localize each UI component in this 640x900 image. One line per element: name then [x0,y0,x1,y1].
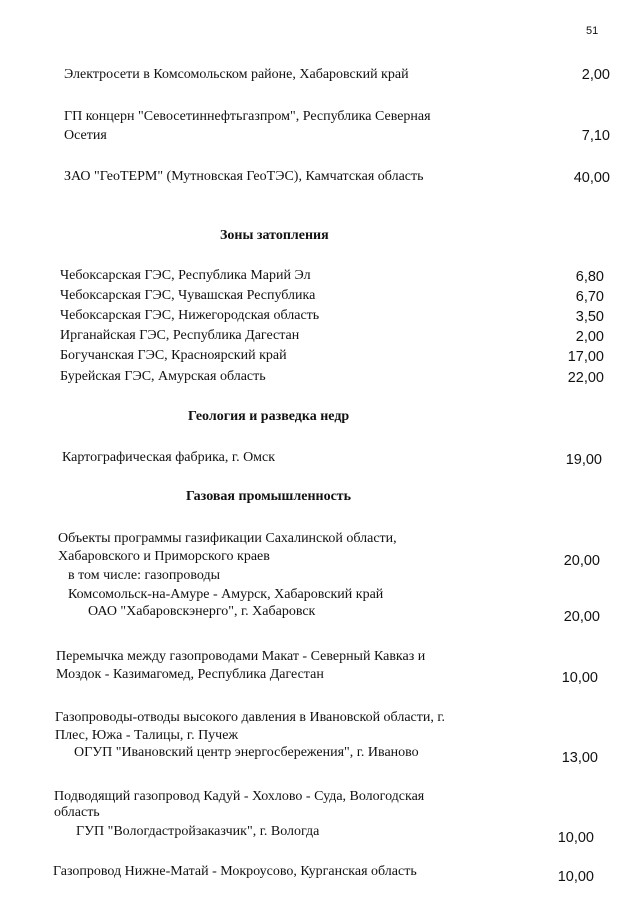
list-item-value: 6,70 [575,289,604,305]
gas-entry-value: 13,00 [561,750,598,766]
list-item-label: Ирганайская ГЭС, Республика Дагестан [60,328,300,343]
gas-entry-value: 10,00 [557,830,594,846]
list-item-label: Чебоксарская ГЭС, Республика Марий Эл [60,268,311,283]
gas-entry-value: 10,00 [557,869,594,885]
list-item-label: Картографическая фабрика, г. Омск [62,450,276,465]
list-item-label: Чебоксарская ГЭС, Чувашская Республика [60,288,316,303]
section-heading: Зоны затопления [220,228,329,243]
gas-entry-line: Газопровод Нижне-Матай - Мокроусово, Курганская область [53,864,417,879]
entry-value: 40,00 [573,170,610,186]
entry-label: Электросети в Комсомольском районе, Хабаровский край [64,67,409,82]
entry-label: ЗАО "ГеоТЕРМ" (Мутновская ГеоТЭС), Камчатская область [64,169,424,184]
gas-entry-subline: ОАО "Хабаровскэнерго", г. Хабаровск [88,604,316,619]
gas-entry-line: Подводящий газопровод Кадуй - Хохлово - Суда, Вологодская [54,789,425,804]
list-item-value: 17,00 [567,349,604,365]
gas-entry-value: 20,00 [563,609,600,625]
gas-entry-line: Перемычка между газопроводами Макат - Северный Кавказ и [56,649,426,664]
list-item-value: 22,00 [567,370,604,386]
list-item-label: Чебоксарская ГЭС, Нижегородская область [60,308,320,323]
section-heading: Газовая промышленность [186,489,352,504]
gas-entry-line: Моздок - Казимагомед, Республика Дагестан [56,667,324,682]
entry-label-continued: Осетия [64,128,107,143]
gas-entry-subline: ОГУП "Ивановский центр энергосбережения", г. Иваново [74,745,419,760]
entry-value: 7,10 [581,128,610,144]
gas-entry-line: Объекты программы газификации Сахалинской области, [58,531,397,546]
entry-value: 2,00 [581,67,610,83]
gas-entry-subline: ГУП "Вологдастройзаказчик", г. Вологда [76,824,320,839]
list-item-value: 2,00 [575,329,604,345]
list-item-value: 6,80 [575,269,604,285]
gas-entry-line: Хабаровского и Приморского краев [58,549,270,564]
section-heading: Геология и разведка недр [188,409,350,424]
gas-entry-line: Плес, Южа - Талицы, г. Пучеж [55,728,239,743]
entry-label: ГП концерн "Севосетиннефтьгазпром", Республика Северная [64,109,431,124]
gas-entry-subline: Комсомольск-на-Амуре - Амурск, Хабаровский край [68,587,384,602]
list-item-value: 3,50 [575,309,604,325]
list-item-label: Бурейская ГЭС, Амурская область [60,369,266,384]
gas-entry-line: Газопроводы-отводы высокого давления в Ивановской области, г. [55,710,446,725]
gas-entry-line: область [54,805,100,820]
list-item-value: 19,00 [565,452,602,468]
gas-entry-value: 20,00 [563,553,600,569]
gas-entry-subline: в том числе: газопроводы [68,568,221,583]
list-item-label: Богучанская ГЭС, Красноярский край [60,348,287,363]
page-number: 51 [586,25,599,37]
gas-entry-value: 10,00 [561,670,598,686]
